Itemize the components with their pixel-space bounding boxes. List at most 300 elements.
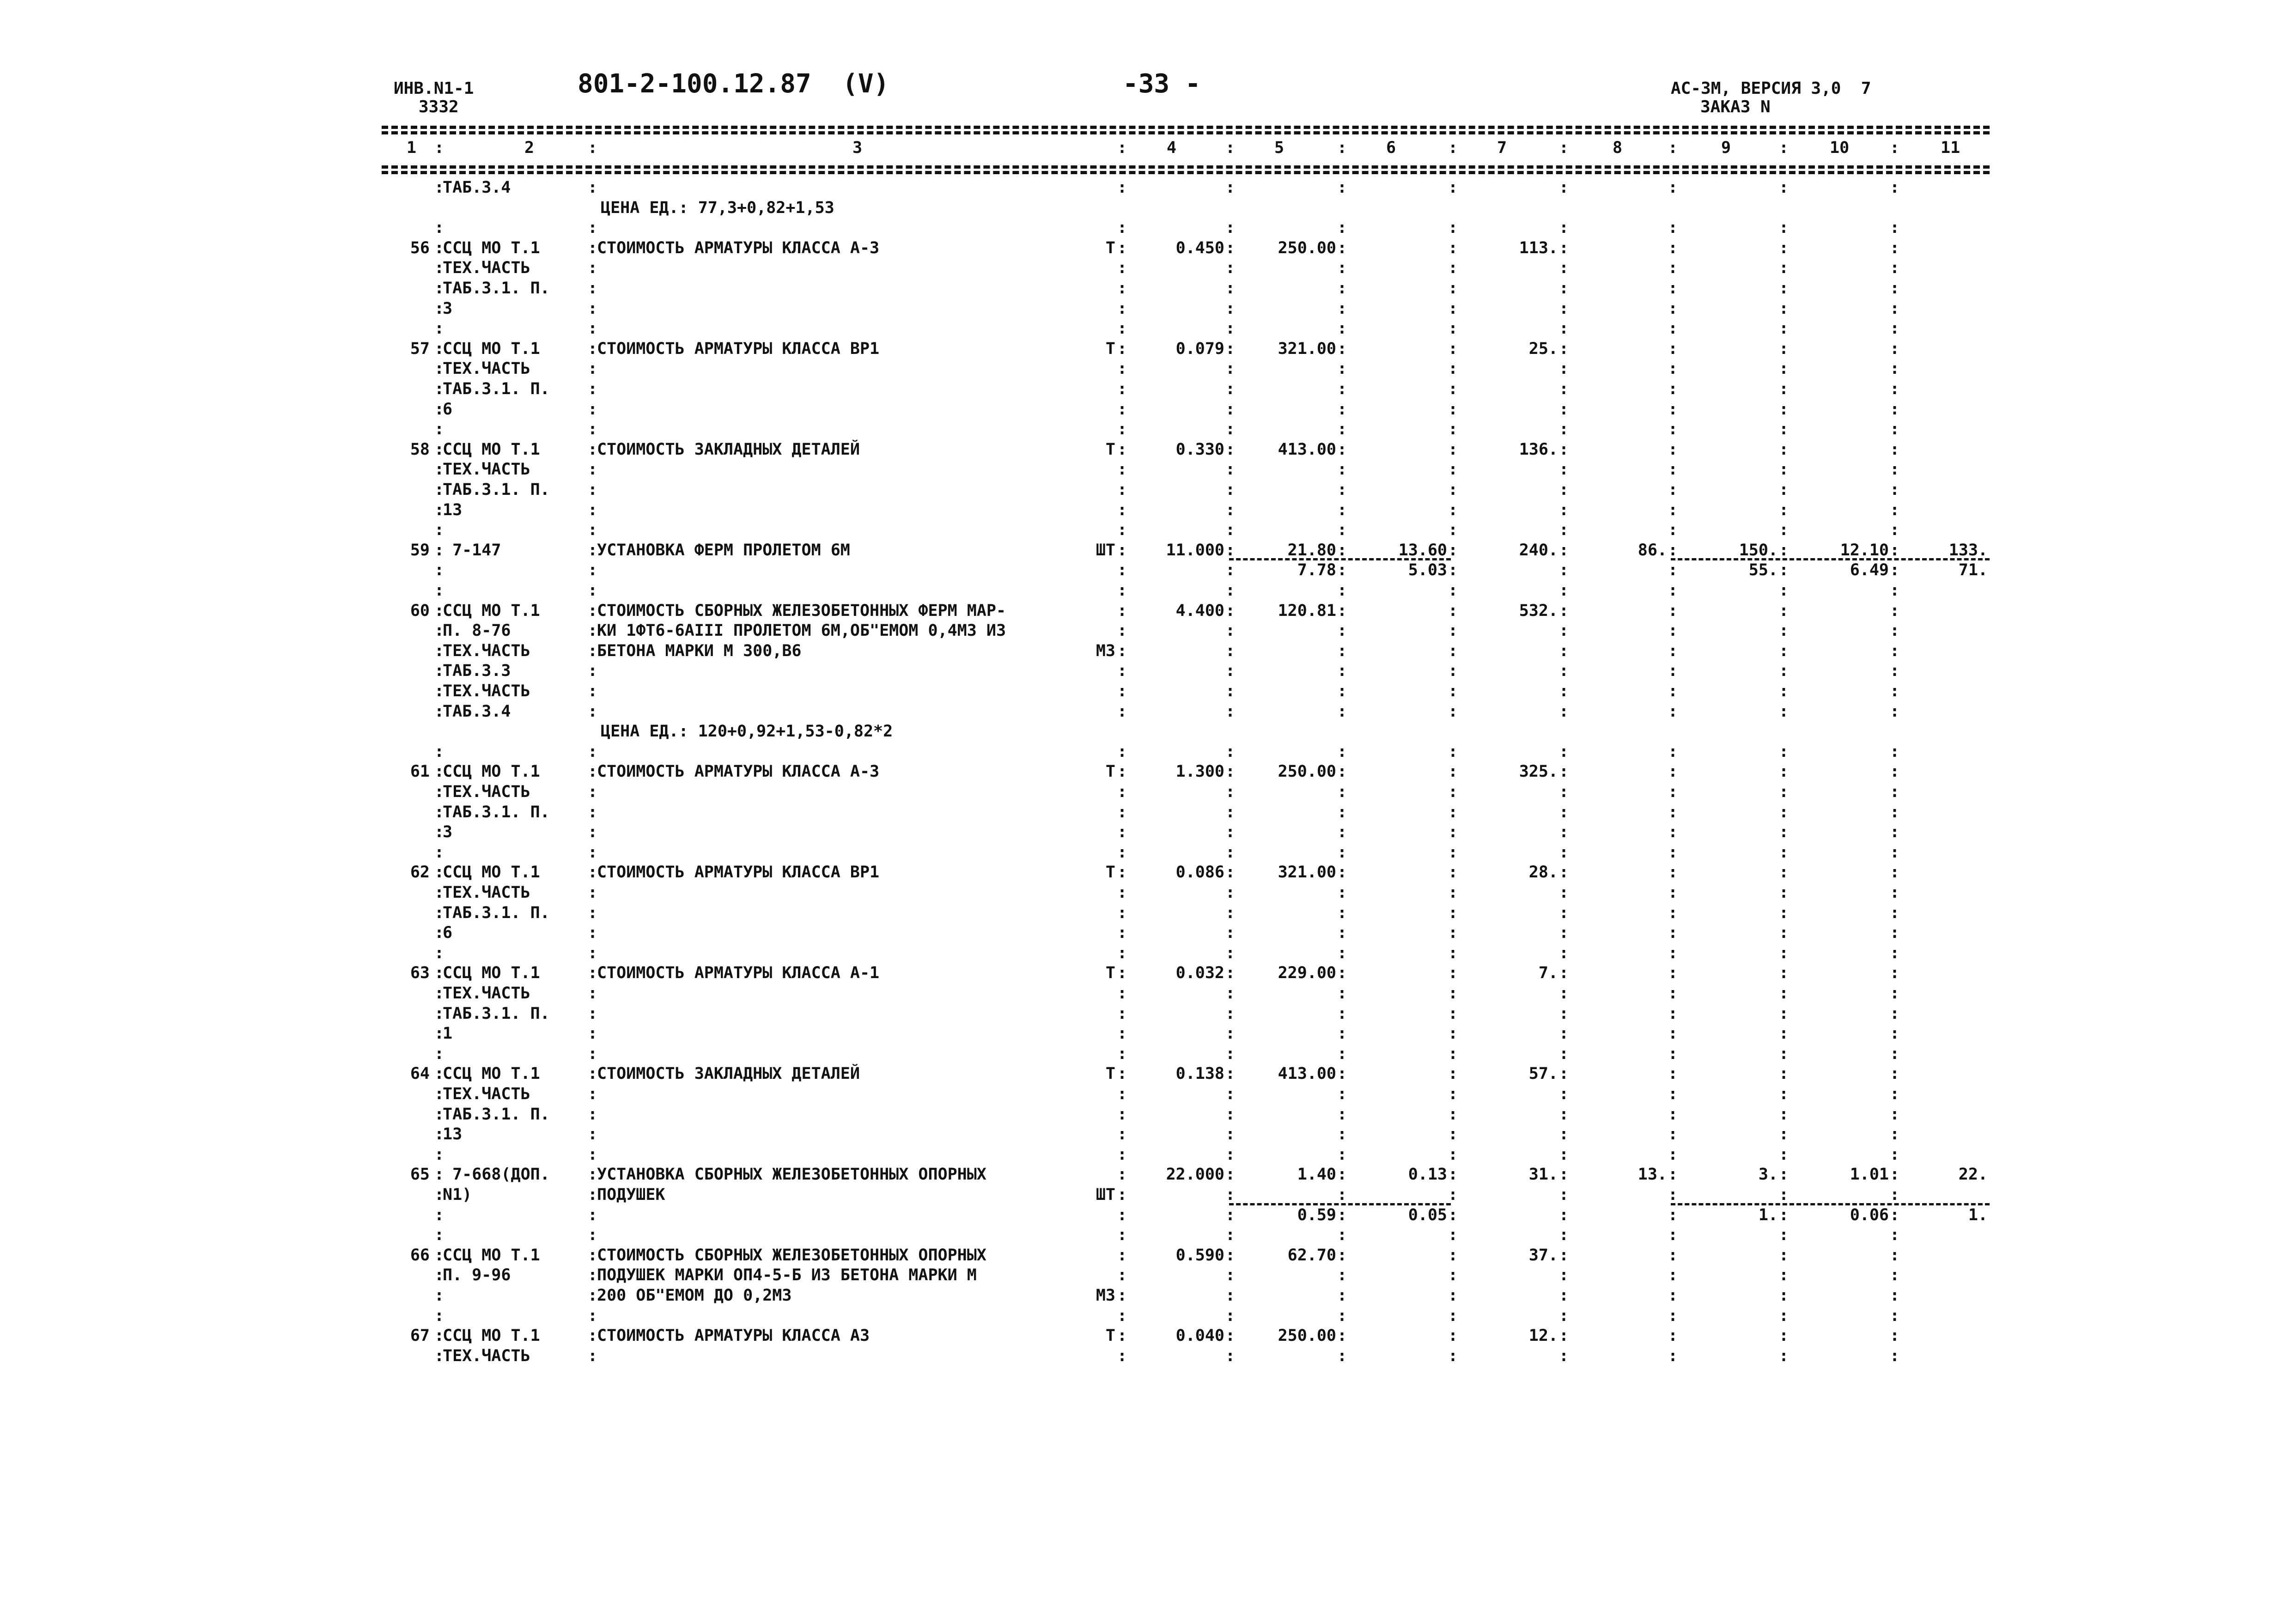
- column-separator: :: [1448, 943, 1458, 962]
- column-separator: :: [434, 319, 444, 338]
- column-separator: :: [1225, 581, 1236, 600]
- column-separator: :: [1117, 238, 1127, 257]
- quantity: 0.032: [1175, 964, 1224, 983]
- column-separator: :: [1117, 481, 1127, 499]
- column-separator: :: [1337, 178, 1347, 197]
- rate-reference: ТАБ.3.1. П.: [443, 481, 550, 499]
- rate-reference: ТЕХ.ЧАСТЬ: [443, 1346, 530, 1365]
- column-separator: :: [1337, 662, 1347, 681]
- column-separator: :: [1225, 219, 1236, 237]
- column-separator: :: [1225, 903, 1236, 922]
- column-separator: :: [1668, 279, 1678, 298]
- column-separator: :: [588, 1165, 598, 1184]
- column-separator: :: [1890, 762, 1900, 781]
- column-separator: :: [588, 1266, 598, 1285]
- column-separator: :: [1448, 1024, 1458, 1043]
- column-separator: :: [588, 762, 598, 781]
- unit: М3: [1096, 1286, 1115, 1305]
- column-separator: :: [1668, 621, 1678, 640]
- column-separator: :: [588, 1226, 598, 1245]
- column-separator: :: [1668, 943, 1678, 962]
- column-separator: :: [1337, 984, 1347, 1003]
- column-separator: :: [434, 178, 444, 197]
- inventory-label: ИНВ.N1-1: [394, 79, 474, 98]
- column-separator: :: [1337, 964, 1347, 983]
- work-description: КИ 1ФТ6-6АIII ПРОЛЕТОМ 6М,ОБ"ЕМОМ 0,4М3 ИЗ: [597, 621, 1006, 640]
- column-separator: :: [588, 903, 598, 922]
- column-separator: :: [1779, 139, 1789, 157]
- column-separator: :: [434, 541, 444, 560]
- column-separator: :: [1225, 863, 1236, 882]
- column-separator: :: [1337, 702, 1347, 721]
- column-separator: :: [1448, 1044, 1458, 1063]
- rate-reference: П. 8-76: [443, 621, 511, 640]
- column-separator: :: [1559, 561, 1569, 580]
- column-separator: :: [1448, 561, 1458, 580]
- column-separator: :: [1448, 581, 1458, 600]
- column-separator: :: [434, 1306, 444, 1325]
- column-separator: :: [1668, 1145, 1678, 1164]
- total-wages: 86.: [1638, 541, 1667, 560]
- column-separator: :: [434, 279, 444, 298]
- column-header-8: 8: [1613, 139, 1623, 157]
- column-separator: :: [1225, 460, 1236, 479]
- quantity: 0.450: [1175, 238, 1224, 257]
- column-separator: :: [1225, 319, 1236, 338]
- column-separator: :: [1337, 339, 1347, 358]
- column-separator: :: [1559, 420, 1569, 439]
- column-separator: :: [1559, 581, 1569, 600]
- column-separator: :: [1779, 1266, 1789, 1285]
- column-separator: :: [588, 440, 598, 459]
- column-separator: :: [1890, 863, 1900, 882]
- column-separator: :: [1779, 762, 1789, 781]
- total-cost: 240.: [1519, 541, 1558, 560]
- column-separator: :: [588, 1326, 598, 1345]
- rate-reference: ССЦ МО Т.1: [443, 863, 540, 882]
- row-number: 56: [410, 238, 430, 257]
- column-separator: :: [434, 440, 444, 459]
- column-separator: :: [1890, 581, 1900, 600]
- program-version: АС-3М, ВЕРСИЯ 3,0 7: [1671, 79, 1871, 98]
- column-separator: :: [1225, 440, 1236, 459]
- column-separator: :: [1337, 1266, 1347, 1285]
- column-separator: :: [1117, 1145, 1127, 1164]
- column-separator: :: [1779, 823, 1789, 842]
- column-separator: :: [1117, 339, 1127, 358]
- column-separator: :: [1337, 440, 1347, 459]
- unit-price: 120.81: [1278, 601, 1336, 620]
- row-number: 67: [410, 1326, 430, 1345]
- column-separator: :: [1225, 1085, 1236, 1103]
- machine-operation: 150.: [1739, 541, 1778, 560]
- column-separator: :: [1890, 1064, 1900, 1083]
- column-separator: :: [1337, 1145, 1347, 1164]
- column-separator: :: [1668, 400, 1678, 419]
- unit: Т: [1105, 339, 1115, 358]
- column-separator: :: [1225, 1145, 1236, 1164]
- column-separator: :: [1225, 662, 1236, 681]
- column-separator: :: [1890, 481, 1900, 499]
- column-separator: :: [434, 762, 444, 781]
- column-separator: :: [1890, 984, 1900, 1003]
- column-separator: :: [1448, 621, 1458, 640]
- rate-reference: ТАБ.3.1. П.: [443, 1105, 550, 1124]
- column-separator: :: [1448, 319, 1458, 338]
- column-separator: :: [434, 581, 444, 600]
- column-separator: :: [1779, 863, 1789, 882]
- column-separator: :: [588, 339, 598, 358]
- unit: М3: [1096, 641, 1115, 660]
- column-separator: :: [1559, 541, 1569, 560]
- column-separator: :: [1559, 984, 1569, 1003]
- column-separator: :: [1225, 1205, 1236, 1224]
- column-separator: :: [1668, 238, 1678, 257]
- rate-reference: 13: [443, 1125, 463, 1144]
- column-separator: :: [1225, 259, 1236, 278]
- column-separator: :: [1448, 924, 1458, 943]
- rate-reference: 1: [443, 1024, 453, 1043]
- column-separator: :: [588, 964, 598, 983]
- machine-operation: 1.: [1758, 1205, 1778, 1224]
- labor-cost: 0.06: [1850, 1205, 1889, 1224]
- column-separator: :: [434, 561, 444, 580]
- column-separator: :: [1668, 541, 1678, 560]
- column-separator: :: [1117, 259, 1127, 278]
- column-separator: :: [1559, 702, 1569, 721]
- column-separator: :: [1559, 440, 1569, 459]
- column-header-rule: [382, 165, 1990, 169]
- unit: Т: [1105, 762, 1115, 781]
- column-separator: :: [1448, 742, 1458, 761]
- column-separator: :: [434, 601, 444, 620]
- column-separator: :: [588, 460, 598, 479]
- column-separator: :: [1668, 662, 1678, 681]
- column-separator: :: [1225, 702, 1236, 721]
- work-description: СТОИМОСТЬ АРМАТУРЫ КЛАССА А-3: [597, 762, 880, 781]
- column-separator: :: [588, 259, 598, 278]
- column-separator: :: [1890, 380, 1900, 398]
- inventory-number: 3332: [419, 97, 459, 116]
- quantity: 11.000: [1166, 541, 1224, 560]
- column-separator: :: [1890, 1205, 1900, 1224]
- column-separator: :: [434, 883, 444, 902]
- column-separator: :: [1337, 1004, 1347, 1023]
- column-separator: :: [1779, 1286, 1789, 1305]
- column-separator: :: [1890, 299, 1900, 318]
- column-separator: :: [588, 500, 598, 519]
- rate-reference: ТАБ.3.1. П.: [443, 803, 550, 821]
- column-separator: :: [1337, 400, 1347, 419]
- column-separator: :: [588, 1246, 598, 1265]
- column-separator: :: [1890, 420, 1900, 439]
- quantity: 0.086: [1175, 863, 1224, 882]
- work-description: УСТАНОВКА СБОРНЫХ ЖЕЛЕЗОБЕТОННЫХ ОПОРНЫХ: [597, 1165, 986, 1184]
- column-separator: :: [1117, 823, 1127, 842]
- column-separator: :: [1448, 521, 1458, 540]
- column-separator: :: [1225, 359, 1236, 378]
- rate-reference: ТЕХ.ЧАСТЬ: [443, 641, 530, 660]
- work-description: СТОИМОСТЬ АРМАТУРЫ КЛАССА ВР1: [597, 339, 880, 358]
- column-separator: :: [434, 1004, 444, 1023]
- column-separator: :: [1668, 299, 1678, 318]
- column-separator: :: [1890, 1286, 1900, 1305]
- column-separator: :: [1337, 903, 1347, 922]
- column-separator: :: [1779, 500, 1789, 519]
- rate-reference: 7-147: [443, 541, 501, 560]
- column-separator: :: [1890, 702, 1900, 721]
- column-separator: :: [588, 742, 598, 761]
- column-separator: :: [1668, 1286, 1678, 1305]
- rate-reference: ТАБ.3.1. П.: [443, 279, 550, 298]
- column-separator: :: [1117, 964, 1127, 983]
- column-separator: :: [434, 1286, 444, 1305]
- column-separator: :: [1448, 662, 1458, 681]
- column-separator: :: [1448, 823, 1458, 842]
- column-separator: :: [1448, 783, 1458, 801]
- column-separator: :: [1117, 219, 1127, 237]
- column-separator: :: [1890, 1326, 1900, 1345]
- rate-reference: ТАБ.3.3: [443, 662, 511, 681]
- column-header-3: 3: [852, 139, 863, 157]
- column-separator: :: [1117, 178, 1127, 197]
- column-separator: :: [1117, 1286, 1127, 1305]
- column-separator: :: [1448, 641, 1458, 660]
- column-separator: :: [1668, 1306, 1678, 1325]
- column-separator: :: [1448, 500, 1458, 519]
- total-cost: 136.: [1519, 440, 1558, 459]
- column-separator: :: [1117, 541, 1127, 560]
- column-separator: :: [1448, 380, 1458, 398]
- rate-reference: ТЕХ.ЧАСТЬ: [443, 359, 530, 378]
- column-separator: :: [1779, 359, 1789, 378]
- column-separator: :: [1117, 984, 1127, 1003]
- column-separator: :: [1779, 1024, 1789, 1043]
- column-separator: :: [434, 823, 444, 842]
- column-separator: :: [434, 1064, 444, 1083]
- column-separator: :: [1337, 601, 1347, 620]
- row-number: 64: [410, 1064, 430, 1083]
- rate-reference: ССЦ МО Т.1: [443, 1326, 540, 1345]
- column-separator: :: [1448, 803, 1458, 821]
- column-separator: :: [1117, 702, 1127, 721]
- column-separator: :: [1225, 823, 1236, 842]
- unit: Т: [1105, 238, 1115, 257]
- column-separator: :: [1117, 762, 1127, 781]
- column-separator: :: [1448, 339, 1458, 358]
- column-separator: :: [1225, 783, 1236, 801]
- column-separator: :: [434, 924, 444, 943]
- column-separator: :: [1559, 1286, 1569, 1305]
- column-separator: :: [1117, 1105, 1127, 1124]
- labor-total: 71.: [1958, 561, 1988, 580]
- column-separator: :: [1890, 823, 1900, 842]
- column-separator: :: [1668, 1044, 1678, 1063]
- column-separator: :: [1117, 319, 1127, 338]
- column-separator: :: [1448, 1266, 1458, 1285]
- column-separator: :: [1225, 1286, 1236, 1305]
- column-separator: :: [1668, 1226, 1678, 1245]
- column-separator: :: [1225, 238, 1236, 257]
- column-separator: :: [1337, 1346, 1347, 1365]
- row-number: 61: [410, 762, 430, 781]
- column-separator: :: [1337, 1064, 1347, 1083]
- column-separator: :: [1779, 1085, 1789, 1103]
- labor-total: 1.: [1968, 1205, 1988, 1224]
- column-separator: :: [1668, 481, 1678, 499]
- column-separator: :: [1448, 1326, 1458, 1345]
- column-separator: :: [1559, 1085, 1569, 1103]
- column-separator: :: [1668, 783, 1678, 801]
- column-separator: :: [1225, 1306, 1236, 1325]
- column-separator: :: [588, 863, 598, 882]
- column-separator: :: [1225, 1326, 1236, 1345]
- column-separator: :: [1448, 359, 1458, 378]
- column-separator: :: [1448, 843, 1458, 862]
- column-separator: :: [1337, 521, 1347, 540]
- column-separator: :: [1225, 964, 1236, 983]
- column-separator: :: [1337, 420, 1347, 439]
- quantity: 1.300: [1175, 762, 1224, 781]
- unit: ШТ: [1096, 541, 1115, 560]
- column-separator: :: [1890, 440, 1900, 459]
- rate-reference: ССЦ МО Т.1: [443, 238, 540, 257]
- unit-price: 321.00: [1278, 863, 1336, 882]
- column-separator: :: [1448, 601, 1458, 620]
- column-separator: :: [434, 641, 444, 660]
- work-description: ПОДУШЕК: [597, 1186, 665, 1204]
- column-separator: :: [1225, 742, 1236, 761]
- column-separator: :: [434, 1226, 444, 1245]
- column-separator: :: [1890, 1346, 1900, 1365]
- column-separator: :: [434, 803, 444, 821]
- column-separator: :: [1559, 299, 1569, 318]
- rate-reference: ССЦ МО Т.1: [443, 762, 540, 781]
- column-separator: :: [1779, 601, 1789, 620]
- column-separator: :: [1779, 238, 1789, 257]
- column-separator: :: [1117, 1064, 1127, 1083]
- column-separator: :: [434, 359, 444, 378]
- column-separator: :: [1890, 903, 1900, 922]
- column-separator: :: [588, 1145, 598, 1164]
- column-separator: :: [1890, 339, 1900, 358]
- column-separator: :: [1890, 1145, 1900, 1164]
- rate-reference: 6: [443, 924, 453, 943]
- unit: Т: [1105, 964, 1115, 983]
- column-separator: :: [588, 1125, 598, 1144]
- column-separator: :: [1559, 1226, 1569, 1245]
- column-separator: :: [1225, 1346, 1236, 1365]
- column-separator: :: [1890, 319, 1900, 338]
- rate-reference: ТЕХ.ЧАСТЬ: [443, 783, 530, 801]
- column-separator: :: [588, 682, 598, 700]
- column-separator: :: [434, 400, 444, 419]
- column-separator: :: [1890, 1044, 1900, 1063]
- column-separator: :: [1117, 783, 1127, 801]
- labor-cost: 1.01: [1850, 1165, 1889, 1184]
- rate-reference: ТАБ.3.1. П.: [443, 380, 550, 398]
- column-separator: :: [1117, 803, 1127, 821]
- rate-reference: ТАБ.3.4: [443, 178, 511, 197]
- column-separator: :: [1225, 279, 1236, 298]
- row-number: 58: [410, 440, 430, 459]
- column-separator: :: [1779, 702, 1789, 721]
- column-separator: :: [1668, 641, 1678, 660]
- column-separator: :: [1668, 561, 1678, 580]
- column-separator: :: [1779, 1205, 1789, 1224]
- column-separator: :: [1225, 1186, 1236, 1204]
- column-separator: :: [1559, 783, 1569, 801]
- row-number: 57: [410, 339, 430, 358]
- row-number: 62: [410, 863, 430, 882]
- column-separator: :: [1337, 1105, 1347, 1124]
- column-separator: :: [1225, 843, 1236, 862]
- column-separator: :: [1779, 219, 1789, 237]
- column-separator: :: [1337, 1125, 1347, 1144]
- rate-reference: ССЦ МО Т.1: [443, 1064, 540, 1083]
- column-separator: :: [434, 984, 444, 1003]
- column-separator: :: [1559, 1346, 1569, 1365]
- column-separator: :: [588, 1306, 598, 1325]
- column-separator: :: [1117, 1205, 1127, 1224]
- column-separator: :: [434, 1266, 444, 1285]
- column-separator: :: [1890, 1085, 1900, 1103]
- column-separator: :: [1448, 481, 1458, 499]
- column-separator: :: [1337, 762, 1347, 781]
- column-separator: :: [1668, 219, 1678, 237]
- column-separator: :: [1225, 139, 1236, 157]
- machine-operation: 55.: [1748, 561, 1778, 580]
- column-separator: :: [1117, 500, 1127, 519]
- column-separator: :: [1448, 702, 1458, 721]
- unit-price: 250.00: [1278, 1326, 1336, 1345]
- column-separator: :: [588, 1064, 598, 1083]
- column-separator: :: [1559, 139, 1569, 157]
- column-separator: :: [1448, 903, 1458, 922]
- rate-reference: ТЕХ.ЧАСТЬ: [443, 883, 530, 902]
- column-separator: :: [1559, 803, 1569, 821]
- column-separator: :: [1779, 662, 1789, 681]
- column-separator: :: [1117, 641, 1127, 660]
- column-separator: :: [1890, 924, 1900, 943]
- column-separator: :: [588, 662, 598, 681]
- column-separator: :: [1559, 621, 1569, 640]
- column-separator: :: [1890, 1125, 1900, 1144]
- column-separator: :: [1668, 964, 1678, 983]
- column-separator: :: [1225, 883, 1236, 902]
- column-separator: :: [1668, 420, 1678, 439]
- column-separator: :: [1779, 1004, 1789, 1023]
- column-separator: :: [588, 803, 598, 821]
- column-header-5: 5: [1274, 139, 1284, 157]
- column-separator: :: [434, 139, 444, 157]
- column-separator: :: [1668, 843, 1678, 862]
- column-separator: :: [1448, 984, 1458, 1003]
- column-separator: :: [1890, 662, 1900, 681]
- column-separator: :: [1559, 1044, 1569, 1063]
- column-separator: :: [1779, 964, 1789, 983]
- column-separator: :: [434, 1346, 444, 1365]
- column-separator: :: [1117, 521, 1127, 540]
- column-separator: :: [1668, 1024, 1678, 1043]
- column-separator: :: [1779, 984, 1789, 1003]
- column-separator: :: [588, 1105, 598, 1124]
- column-separator: :: [588, 621, 598, 640]
- column-separator: :: [1668, 1246, 1678, 1265]
- column-separator: :: [434, 682, 444, 700]
- column-separator: :: [588, 1186, 598, 1204]
- column-separator: :: [1890, 742, 1900, 761]
